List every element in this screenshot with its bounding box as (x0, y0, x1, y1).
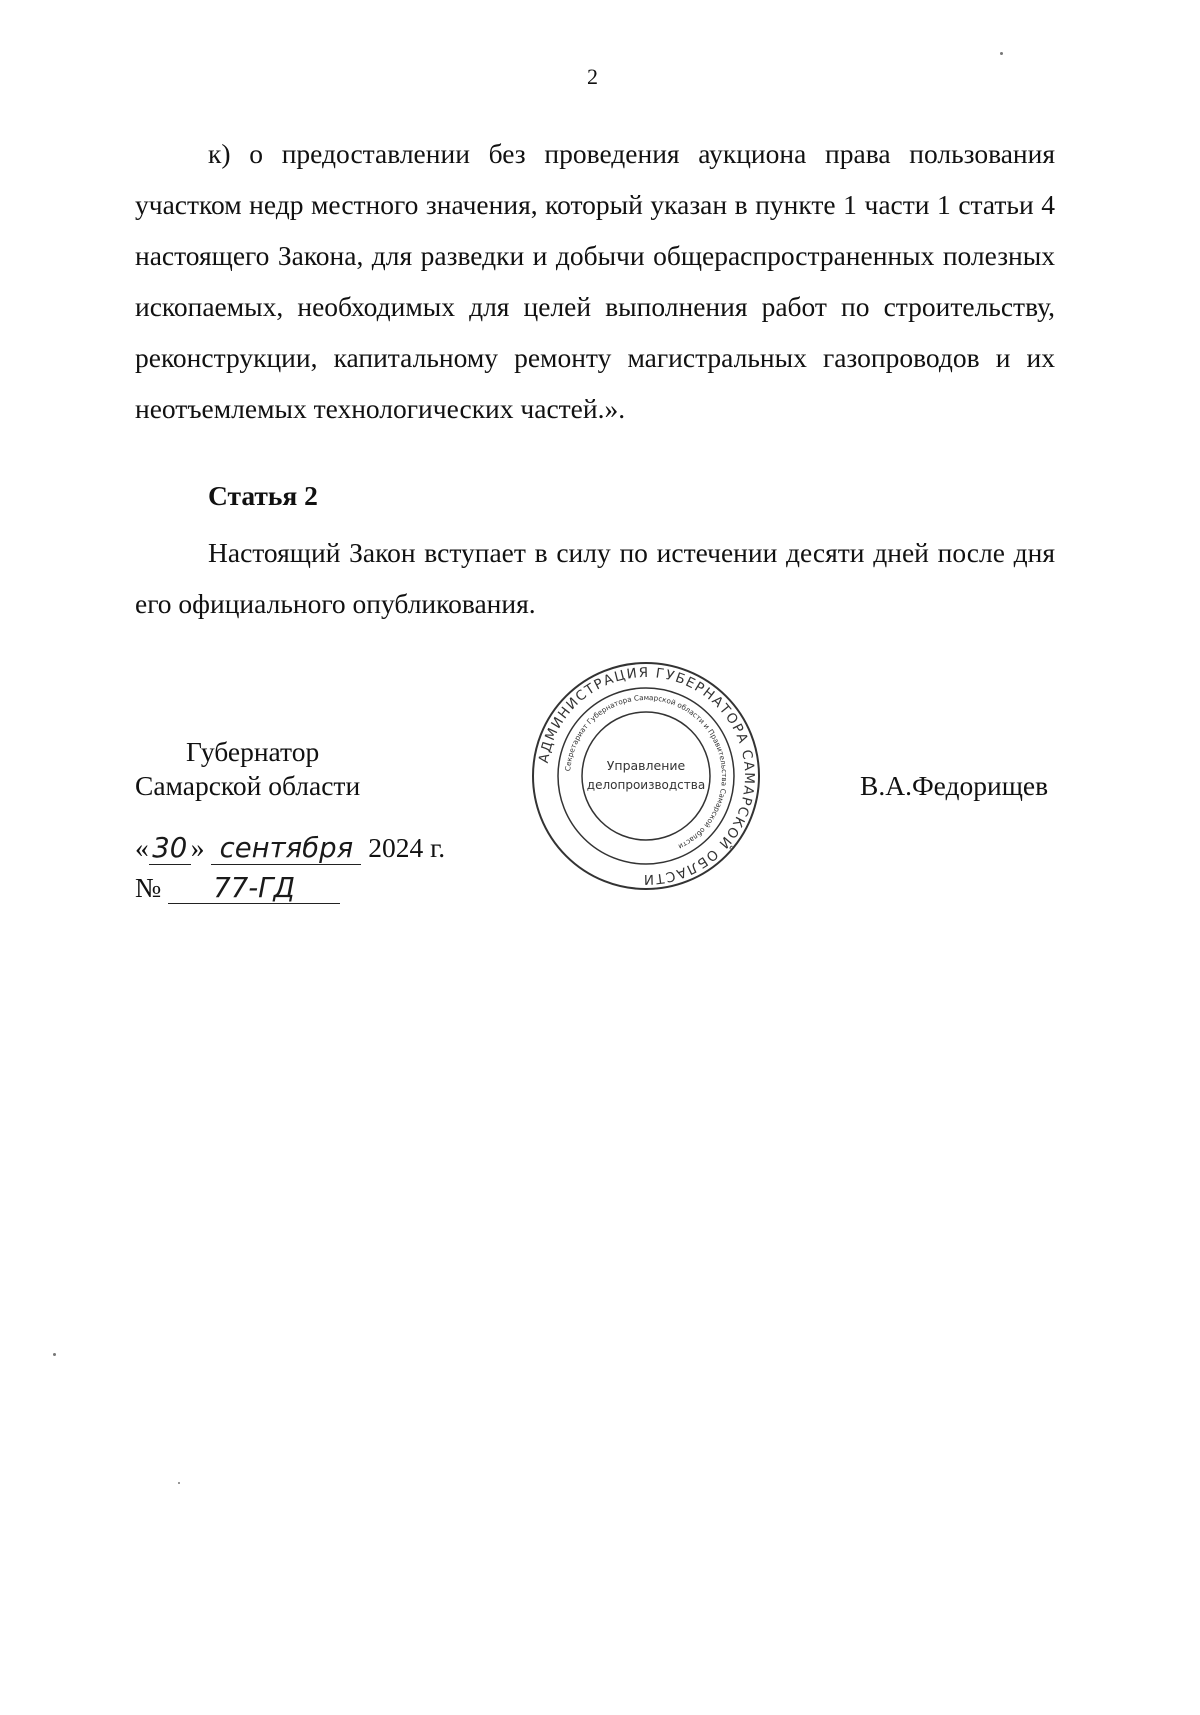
article-heading: Статья 2 (208, 480, 318, 511)
signatory-name: В.А.Федорищев (860, 770, 1049, 801)
scan-speck (53, 1353, 56, 1356)
date-open-quote: « (135, 832, 149, 863)
date-month: сентября (211, 832, 361, 865)
date-day: 30 (149, 832, 191, 865)
seal-center-line1: Управление (606, 758, 686, 773)
official-seal (530, 660, 762, 892)
date-close-quote: » (190, 832, 205, 863)
scan-speck (1000, 52, 1003, 55)
number-value: 77-ГД (168, 873, 340, 904)
paragraph-article-2-text: Настоящий Закон вступает в силу по истечении десяти дней после дня его официального опубликования. (135, 537, 1055, 619)
number-sign: № (135, 872, 162, 903)
law-number (135, 872, 340, 904)
seal-outer-text: АДМИНИСТРАЦИЯ ГУБЕРНАТОРА САМАРСКОЙ ОБЛАСТИ (535, 664, 758, 888)
scan-speck (178, 1482, 180, 1484)
page-number: 2 (587, 64, 598, 89)
seal-middle-text: Секретариат Губернатора Самарской области и Правительства Самарской области (563, 692, 730, 852)
paragraph-k (135, 128, 1055, 434)
seal-center-line2: делопроизводства (586, 778, 706, 792)
paragraph-k-text: к) о предоставлении без проведения аукциона права пользования участком недр местного значения, который указан в пункте 1 части 1 статьи 4 настоящего Закона, для разведки и добычи общераспространенных полезных ископаемых, необходимых для целей выполнения работ по строительству, реконструкции, капитальному ремонту магистральных газопроводов и их неотъемлемых технологических частей.». (135, 138, 1055, 424)
date-year: 2024 г. (368, 832, 446, 863)
signatory-title-line2: Самарской области (135, 770, 361, 801)
signatory-title-line1: Губернатор (186, 736, 320, 767)
paragraph-article-2 (135, 527, 1055, 629)
signing-date (135, 832, 445, 865)
